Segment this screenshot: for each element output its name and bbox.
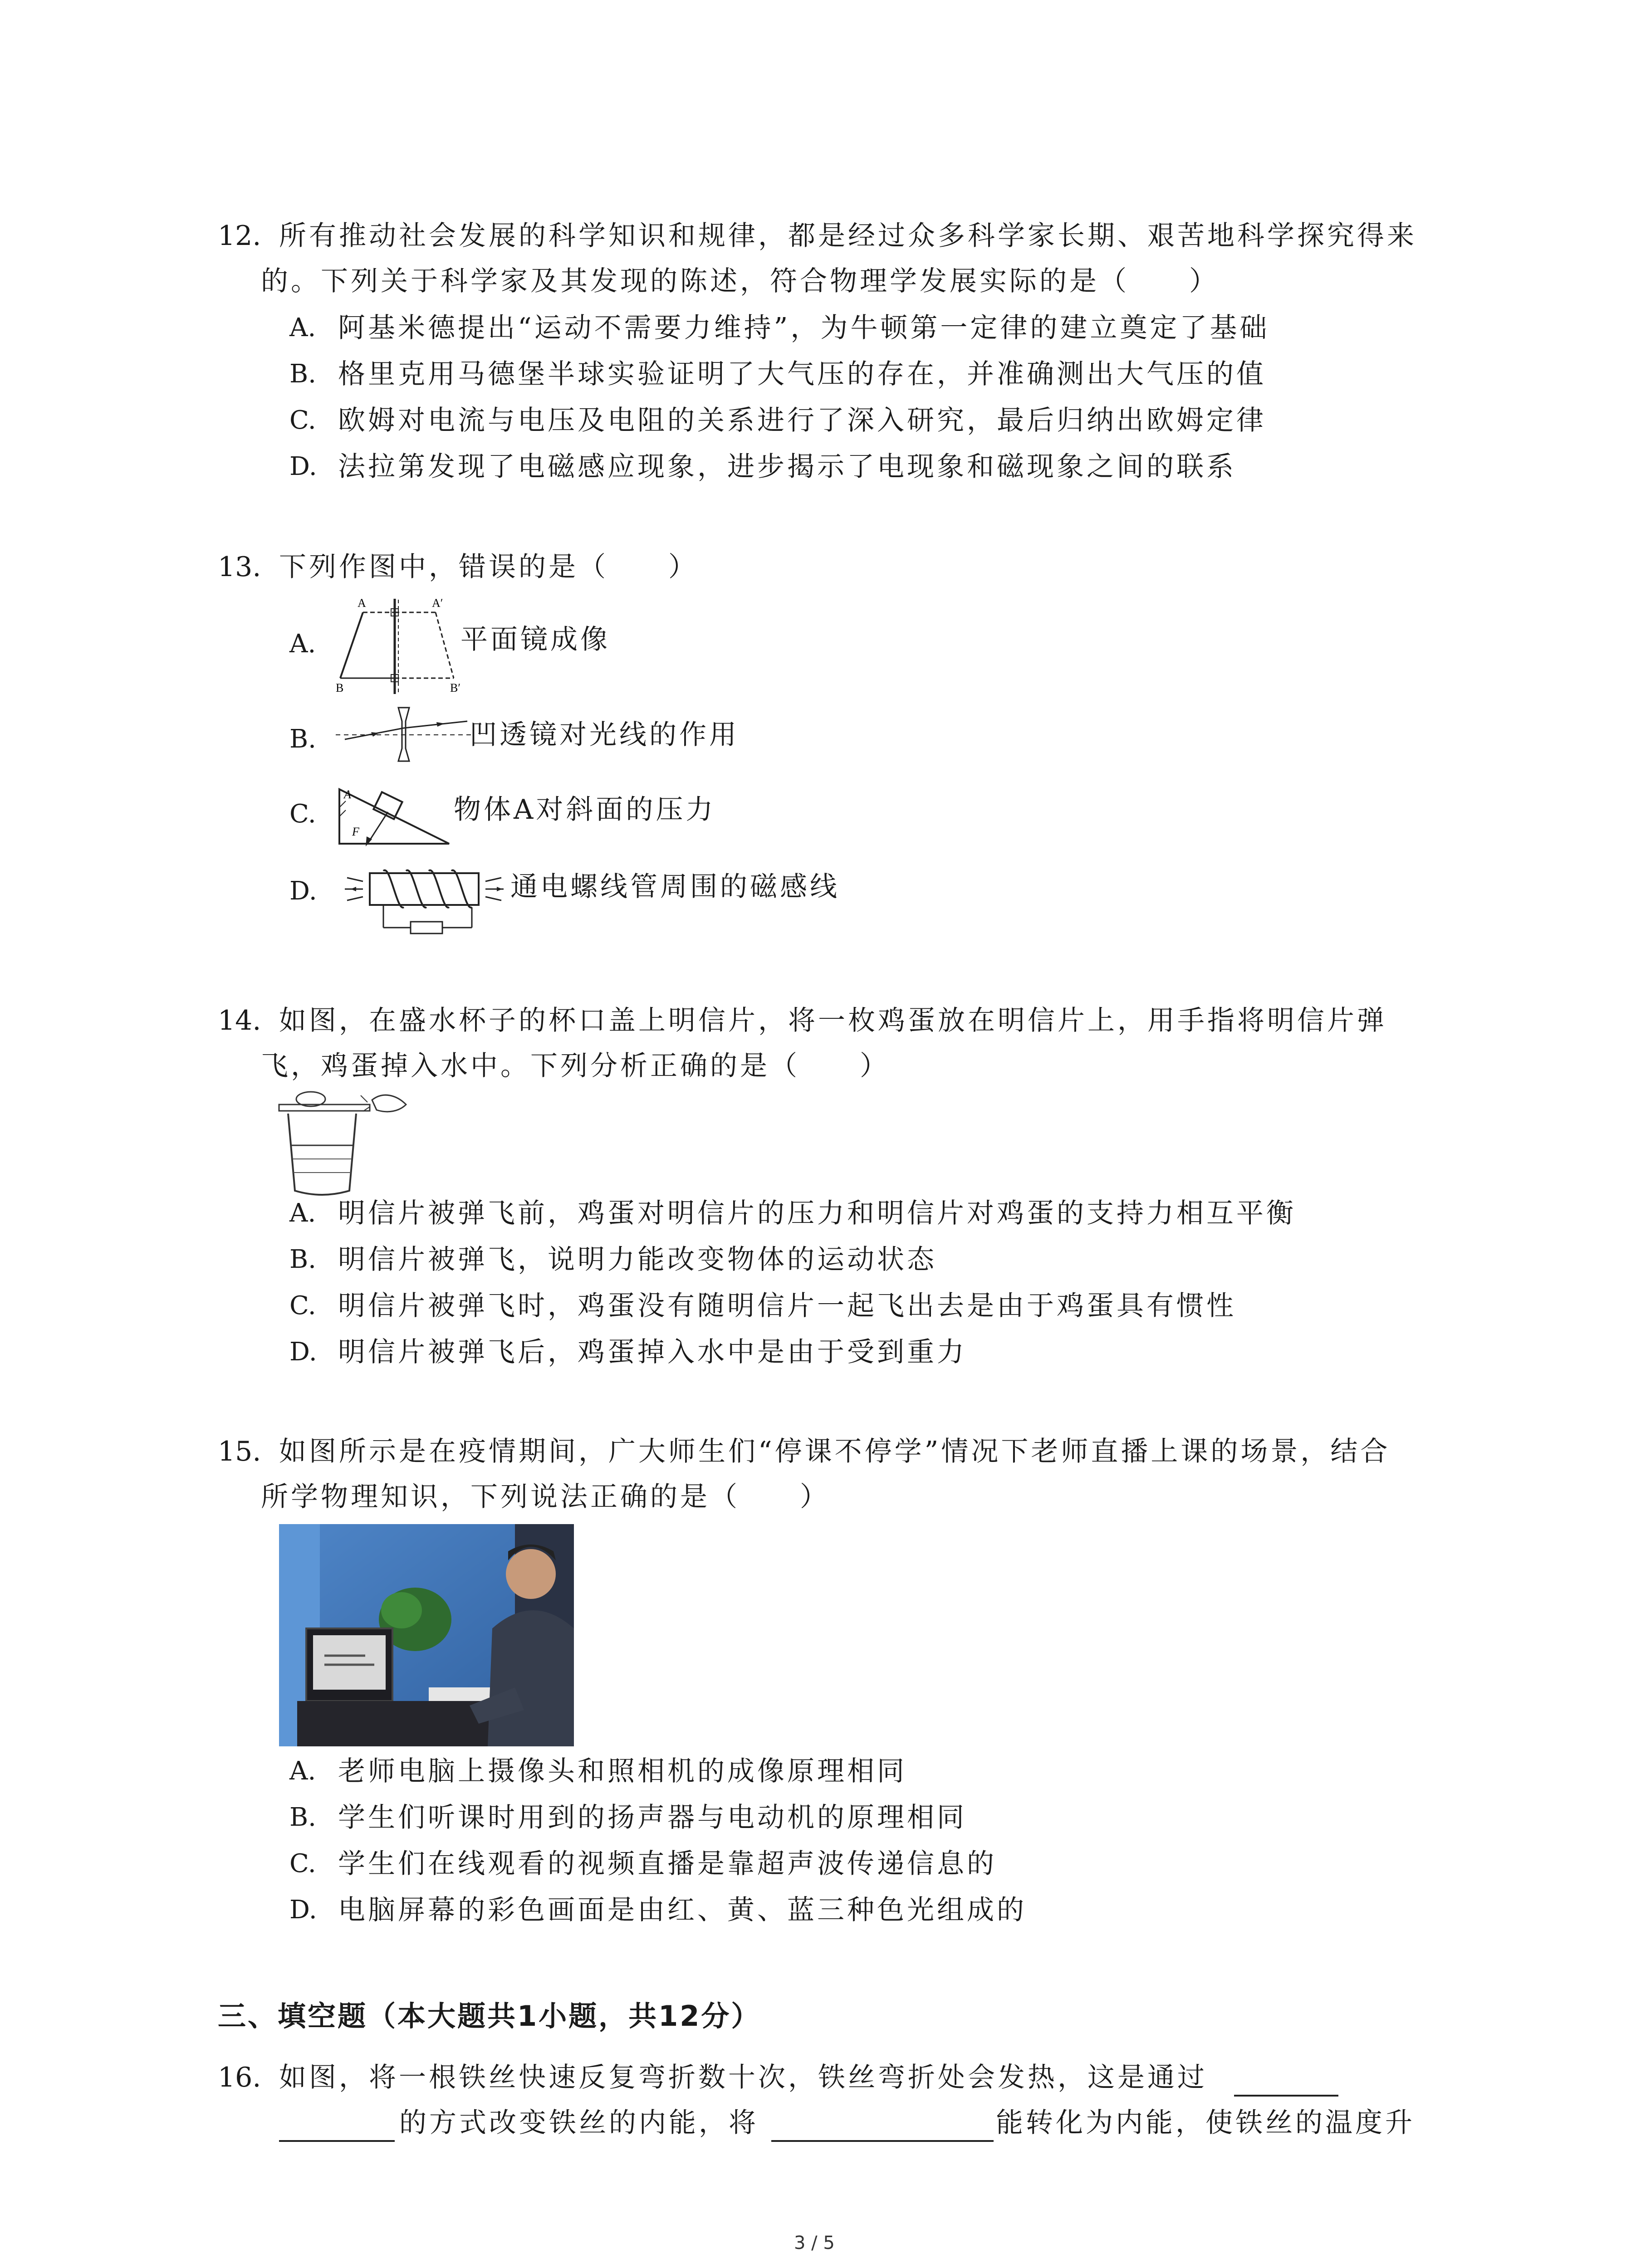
- q13-option-d-caption: 通电螺线管周围的磁感线: [510, 871, 840, 903]
- q13-option-b-letter: B.: [289, 724, 316, 754]
- egg-card-cup-illustration: [274, 1091, 411, 1200]
- question-16-line2-b: 能转化为内能，使铁丝的温度升: [996, 2107, 1415, 2139]
- q15-option-d-text: 电脑屏幕的彩色画面是由红、黄、蓝三种色光组成的: [338, 1894, 1027, 1926]
- section-3-title: 三、填空题（本大题共1小题，共12分）: [218, 1999, 761, 2033]
- incline-label-f: F: [352, 825, 359, 838]
- question-12-stem-line2: 的。下列关于科学家及其发现的陈述，符合物理学发展实际的是（ ）: [261, 265, 1219, 297]
- q14-option-d-text: 明信片被弹飞后，鸡蛋掉入水中是由于受到重力: [338, 1336, 967, 1368]
- q14-option-d-letter: D.: [289, 1337, 317, 1367]
- q12-option-d-letter: D.: [289, 452, 317, 481]
- question-13-stem: 下列作图中，错误的是（ ）: [279, 551, 698, 583]
- q15-option-a-text: 老师电脑上摄像头和照相机的成像原理相同: [338, 1755, 907, 1787]
- q14-option-b-letter: B.: [289, 1245, 316, 1274]
- q12-option-b-letter: B.: [289, 359, 316, 389]
- q15-option-a-letter: A.: [289, 1756, 316, 1786]
- plane-mirror-label-b-prime: B′: [450, 681, 461, 694]
- q14-option-a-letter: A.: [289, 1198, 316, 1228]
- q12-option-a-text: 阿基米德提出“运动不需要力维持”，为牛顿第一定律的建立奠定了基础: [338, 312, 1270, 344]
- plane-mirror-label-a-prime: A′: [432, 596, 443, 610]
- q12-option-a-letter: A.: [289, 313, 316, 342]
- question-14-number: 14.: [218, 1005, 261, 1036]
- answer-blank-1-part2[interactable]: [279, 2140, 395, 2142]
- concave-lens-diagram: [336, 703, 472, 762]
- incline-pressure-diagram: [336, 780, 454, 848]
- question-16-line2-a: 的方式改变铁丝的内能，将: [399, 2107, 759, 2139]
- q14-option-c-text: 明信片被弹飞时，鸡蛋没有随明信片一起飞出去是由于鸡蛋具有惯性: [338, 1290, 1236, 1322]
- q12-option-d-text: 法拉第发现了电磁感应现象，进步揭示了电现象和磁现象之间的联系: [338, 451, 1236, 483]
- question-14-stem-line2: 飞，鸡蛋掉入水中。下列分析正确的是（ ）: [261, 1050, 890, 1082]
- q15-option-c-letter: C.: [289, 1849, 316, 1878]
- q15-option-c-text: 学生们在线观看的视频直播是靠超声波传递信息的: [338, 1848, 997, 1880]
- question-14-stem-line1: 如图，在盛水杯子的杯口盖上明信片，将一枚鸡蛋放在明信片上，用手指将明信片弹: [279, 1005, 1387, 1036]
- question-15-stem-line2: 所学物理知识，下列说法正确的是（ ）: [261, 1481, 830, 1513]
- online-class-photo: [279, 1524, 574, 1746]
- page-number: 3 / 5: [794, 2233, 835, 2253]
- q13-option-c-letter: C.: [289, 799, 316, 829]
- q13-option-c-caption: 物体A对斜面的压力: [454, 794, 716, 826]
- q13-option-a-letter: A.: [289, 629, 316, 659]
- answer-blank-1-part1[interactable]: [1234, 2095, 1338, 2097]
- q14-option-b-text: 明信片被弹飞，说明力能改变物体的运动状态: [338, 1244, 937, 1276]
- q13-option-b-caption: 凹透镜对光线的作用: [470, 719, 739, 751]
- q15-option-d-letter: D.: [289, 1895, 317, 1925]
- solenoid-diagram: [338, 855, 519, 941]
- q15-option-b-letter: B.: [289, 1803, 316, 1832]
- q14-option-c-letter: C.: [289, 1291, 316, 1320]
- question-12-stem-line1: 所有推动社会发展的科学知识和规律，都是经过众多科学家长期、艰苦地科学探究得来: [279, 220, 1417, 252]
- q15-option-b-text: 学生们听课时用到的扬声器与电动机的原理相同: [338, 1802, 967, 1833]
- plane-mirror-diagram: [331, 594, 467, 699]
- q14-option-a-text: 明信片被弹飞前，鸡蛋对明信片的压力和明信片对鸡蛋的支持力相互平衡: [338, 1198, 1296, 1229]
- q13-option-d-letter: D.: [289, 876, 317, 906]
- question-15-stem-line1: 如图所示是在疫情期间，广大师生们“停课不停学”情况下老师直播上课的场景，结合: [279, 1436, 1391, 1467]
- plane-mirror-label-a: A: [358, 596, 366, 610]
- q13-option-a-caption: 平面镜成像: [460, 624, 610, 655]
- question-16-line1: 如图，将一根铁丝快速反复弯折数十次，铁丝弯折处会发热，这是通过: [279, 2062, 1207, 2093]
- question-13-number: 13.: [218, 551, 261, 583]
- plane-mirror-label-b: B: [336, 681, 344, 694]
- q12-option-c-text: 欧姆对电流与电压及电阻的关系进行了深入研究，最后归纳出欧姆定律: [338, 405, 1266, 436]
- answer-blank-2[interactable]: [771, 2140, 994, 2142]
- q12-option-c-letter: C.: [289, 406, 316, 435]
- question-15-number: 15.: [218, 1436, 261, 1467]
- question-12-number: 12.: [218, 220, 261, 252]
- question-16-number: 16.: [218, 2062, 261, 2093]
- incline-label-a: A: [344, 788, 351, 801]
- q12-option-b-text: 格里克用马德堡半球实验证明了大气压的存在，并准确测出大气压的值: [338, 358, 1266, 390]
